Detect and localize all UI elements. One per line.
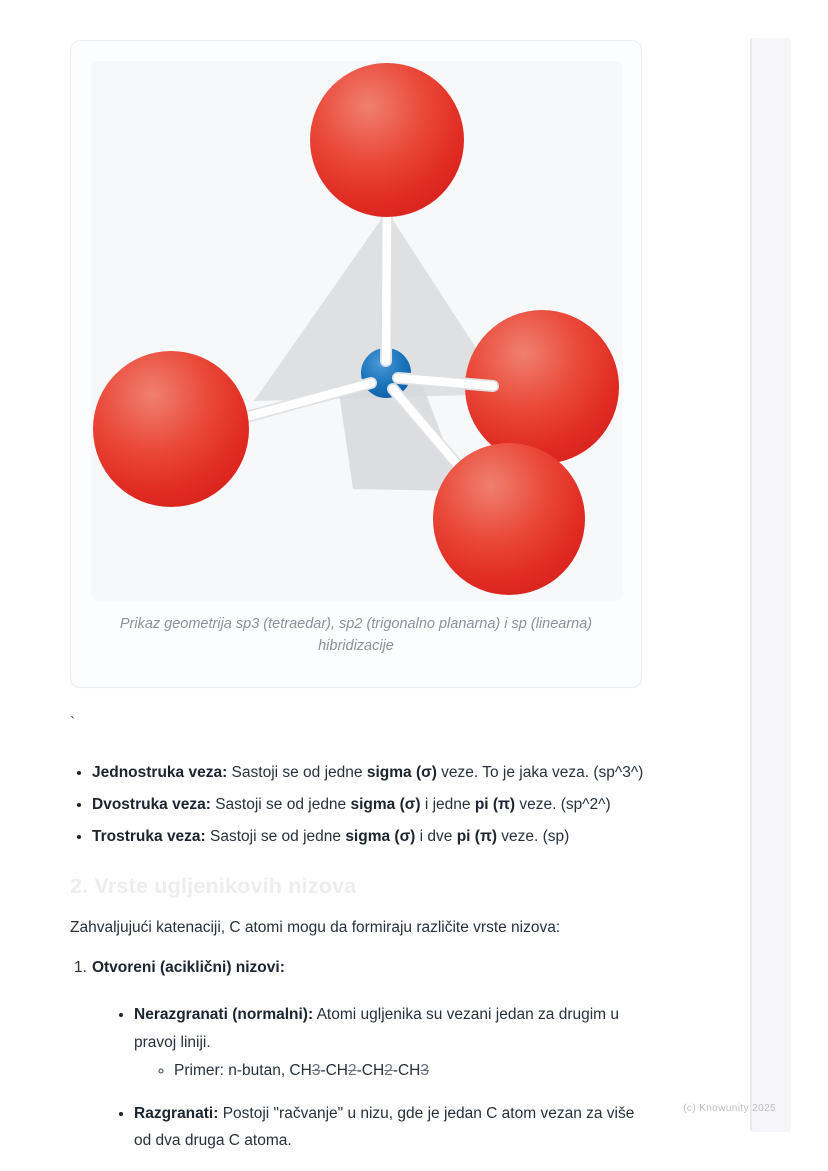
molecule-illustration — [91, 61, 623, 601]
figure-caption: Prikaz geometrija sp3 (tetraedar), sp2 (trigonalno planarna) i sp (linearna) hibridizacije — [119, 616, 593, 654]
numbered-item-number: 1. — [74, 959, 87, 976]
list-item-text: Dvostruka veza: Sastoji se od jedne sigma (σ) i jedne pi (π) veze. (sp^2^) — [92, 796, 611, 813]
open-chain-list — [112, 1001, 640, 1170]
intro-paragraph: Zahvaljujući katenaciji, C atomi mogu da formiraju različite vrste nizova: — [70, 919, 561, 936]
list-item — [92, 794, 700, 815]
list-item — [92, 826, 700, 847]
list-item — [174, 1057, 640, 1085]
list-item-text: Razgranati: Postoji "račvanje" u nizu, gde je jedan C atom vezan za više od dva druga C atoma. — [134, 1104, 635, 1149]
section-heading: 2. Vrste ugljenikovih nizova — [70, 874, 357, 898]
list-item — [92, 762, 700, 783]
atom-top — [310, 63, 464, 217]
list-item — [134, 1100, 640, 1155]
example-sub-list — [134, 1057, 640, 1085]
numbered-item — [74, 957, 285, 978]
scroll-track[interactable] — [750, 38, 791, 1132]
list-item-text: Jednostruka veza: Sastoji se od jedne sigma (σ) veze. To je jaka veza. (sp^3^) — [92, 764, 644, 781]
stray-backtick: ` — [70, 714, 75, 731]
atom-left — [93, 351, 249, 507]
bond-right — [398, 378, 493, 386]
atom-bottom — [433, 443, 585, 595]
list-item-text: Nerazgranati (normalni): Atomi ugljenika su vezani jedan za drugim u pravoj liniji. — [134, 1006, 620, 1051]
list-item-text: Trostruka veza: Sastoji se od jedne sigma (σ) i dve pi (π) veze. (sp) — [92, 828, 570, 845]
bond-type-list — [70, 762, 700, 858]
watermark: (c) Knowunity 2025 — [683, 1103, 776, 1114]
molecule-panel — [91, 61, 623, 601]
list-item — [134, 1001, 640, 1085]
list-item-text: Primer: n-butan, CH3-CH2-CH2-CH3 — [174, 1062, 430, 1079]
figure-card — [70, 40, 642, 688]
numbered-item-text: Otvoreni (aciklični) nizovi: — [91, 959, 285, 976]
